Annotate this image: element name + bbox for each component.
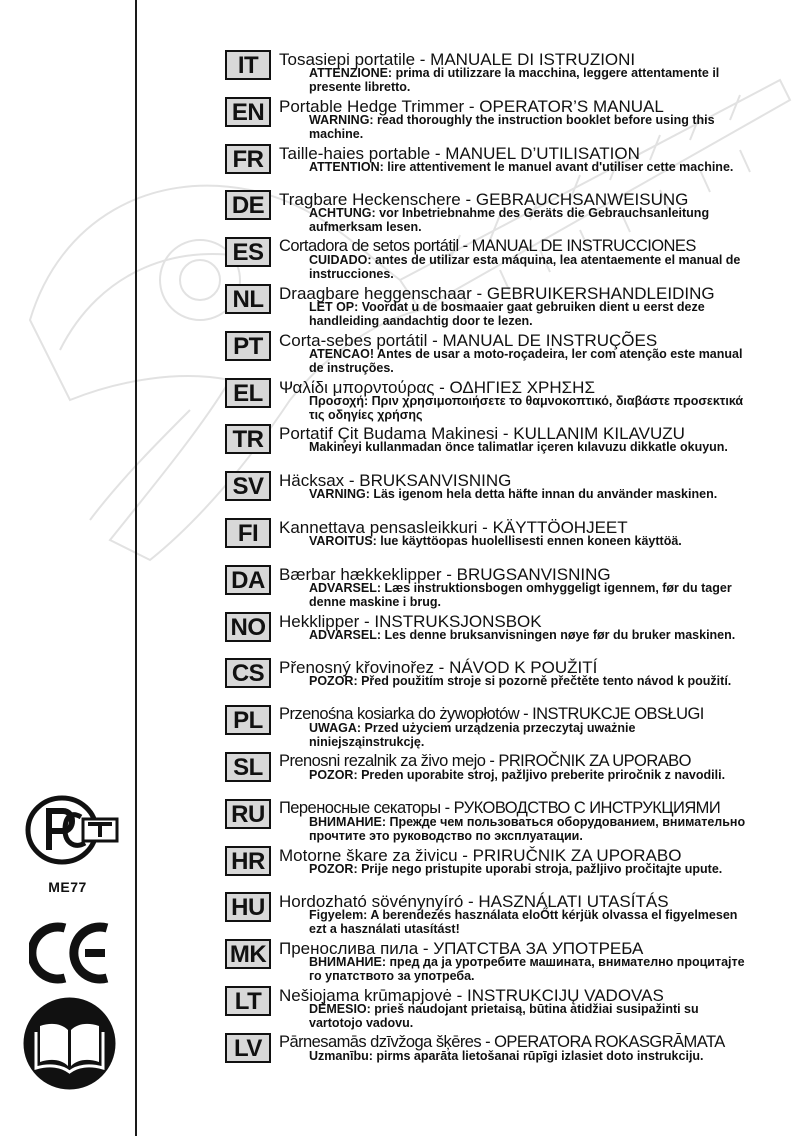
manual-title: Přenosný křovinořez - NÁVOD K POUŽITÍ (279, 658, 598, 678)
language-code-badge: MK (225, 939, 271, 969)
language-code-badge: CS (225, 658, 271, 688)
language-list (225, 49, 800, 1079)
manual-title: Kannettava pensasleikkuri - KÄYTTÖOHJEET (279, 517, 628, 537)
language-entry-fr (225, 143, 800, 190)
language-code-badge: PT (225, 331, 271, 361)
language-entry-en (225, 96, 800, 143)
language-entry-lv (225, 1032, 800, 1079)
language-entry-fi (225, 517, 800, 564)
manual-title: Tosasiepi portatile - MANUALE DI ISTRUZIONI (279, 50, 636, 69)
language-entry-pt (225, 330, 800, 377)
manual-title: Häcksax - BRUKSANVISNING (279, 471, 512, 491)
language-entry-lt (225, 985, 800, 1032)
page-spine-line (135, 0, 137, 1136)
language-code-badge: LV (225, 1033, 271, 1063)
language-code-badge: EL (225, 378, 271, 408)
language-entry-es (225, 236, 800, 283)
warning-text: ACHTUNG: vor Inbetriebnahme des Geräts die Gebrauchsanleitung aufmerksam lesen. (309, 206, 710, 235)
warning-text: ADVARSEL: Læs instruktionsbogen omhyggeligt igennem, før du tager denne maskine i brug. (309, 580, 732, 609)
warning-text: ВНИМАНИЕ: Прежде чем пользоваться оборудованием, внимательно прочтите это руководство по эксплуатации. (309, 814, 746, 843)
language-code-badge: FI (225, 518, 271, 548)
warning-text: POZOR: Před použitím stroje si pozorně přečtěte tento návod k použití. (309, 674, 732, 689)
warning-text: UWAGA: Przed użyciem urządzenia przeczytaj uważnie niniejsząinstrukcję. (309, 721, 636, 750)
language-code-badge: TR (225, 424, 271, 454)
warning-text: VAROITUS: lue käyttöopas huolellisesti ennen koneen käyttöä. (309, 533, 682, 548)
manual-title: Przenośna kosiarka do żywopłotów - INSTRUKCJE OBSŁUGI (279, 705, 704, 724)
warning-text: LET OP: Voordat u de bosmaaier gaat gebruiken dient u eerst deze handleiding aandachtig door te lezen. (309, 299, 705, 328)
language-entry-no (225, 611, 800, 658)
manual-title: Prenosni rezalnik za živo mejo - PRIROČNIK ZA UPORABO (279, 751, 691, 770)
language-entry-sv (225, 470, 800, 517)
language-code-badge: ES (225, 237, 271, 267)
warning-text: DĖMESIO: prieš naudojant prietaisą, būtina atidžiai susipažinti su vartotojo vadovu. (309, 1001, 699, 1030)
language-entry-el (225, 377, 800, 424)
warning-text: ВНИМАНИЕ: пред да ја уротребите машината, внимателно процитајте го упатството за употреба. (309, 955, 745, 984)
read-manual-icon (22, 996, 117, 1091)
language-entry-ru (225, 798, 800, 845)
manual-title: Tragbare Heckenschere - GEBRAUCHSANWEISUNG (279, 190, 689, 210)
language-code-badge: DE (225, 190, 271, 220)
language-code-badge: FR (225, 144, 271, 174)
warning-text: VARNING: Läs igenom hela detta häfte innan du använder maskinen. (309, 487, 718, 502)
manual-title: Portable Hedge Trimmer - OPERATOR’S MANUAL (279, 96, 664, 116)
language-entry-hr (225, 845, 800, 892)
warning-text: POZOR: Prije nego pristupite uporabi stroja, pažljivo pročitajte upute. (309, 861, 723, 876)
gost-certification-icon (25, 795, 120, 865)
manual-title: Motorne škare za živicu - PRIRUČNIK ZA UPORABO (279, 845, 682, 865)
language-entry-hu (225, 891, 800, 938)
warning-text: Προσοχή: Πριν χρησιμοποιήσετε το θαμνοκοπτικό, διαβάστε προσεκτικά τις οδηγίες χρήσης (309, 393, 744, 422)
language-code-badge: EN (225, 97, 271, 127)
manual-title: Переносные секаторы - РУКОВОДСТВО С ИНСТРУКЦИЯМИ (279, 798, 721, 817)
language-entry-da (225, 564, 800, 611)
warning-text: Makineyi kullanmadan önce talimatlar içeren kılavuzu dikkatle okuyun. (309, 440, 728, 455)
certification-column (0, 0, 135, 1136)
warning-text: POZOR: Preden uporabite stroj, pažljivo preberite priročnik z navodili. (309, 767, 726, 782)
language-entry-mk (225, 938, 800, 985)
manual-title: Nešiojama krūmapjovė - INSTRUKCIJŲ VADOVAS (279, 985, 664, 1005)
language-code-badge: DA (225, 565, 271, 595)
manual-title: Cortadora de setos portátil - MANUAL DE INSTRUCCIONES (279, 237, 696, 256)
warning-text: ATTENTION: lire attentivement le manuel avant d'utiliser cette machine. (309, 159, 734, 174)
manual-title: Taille-haies portable - MANUEL D’UTILISATION (279, 143, 640, 163)
language-code-badge: NL (225, 284, 271, 314)
manual-title: Bærbar hækkeklipper - BRUGSANVISNING (279, 564, 611, 584)
language-code-badge: SL (225, 752, 271, 782)
language-code-badge: IT (225, 50, 271, 80)
manual-title: Hordozható sövénynyíró - HASZNÁLATI UTASÍTÁS (279, 892, 669, 912)
language-code-badge: NO (225, 612, 271, 642)
model-code: ME77 (48, 879, 87, 895)
manual-title: Ψαλίδι μπορντούρας - ΟΔΗΓΙΕΣ ΧΡΗΣΗΣ (279, 377, 595, 397)
manual-title: Преносливa пила - УПАТСТВА ЗА УПОТРЕБА (279, 939, 644, 959)
warning-text: Uzmanību: pirms aparāta lietošanai rūpīgi izlasiet doto instrukciju. (309, 1048, 704, 1063)
language-code-badge: SV (225, 471, 271, 501)
language-entry-sl (225, 751, 800, 798)
language-entry-cs (225, 657, 800, 704)
language-entry-de (225, 189, 800, 236)
warning-text: ADVARSEL: Les denne bruksanvisningen nøye før du bruker maskinen. (309, 627, 736, 642)
manual-title: Hekklipper - INSTRUKSJONSBOK (279, 611, 542, 631)
manual-title: Draagbare heggenschaar - GEBRUIKERSHANDLEIDING (279, 283, 715, 303)
warning-text: ATENCAO! Antes de usar a moto-roçadeira, ler com atenção este manual de instruções. (309, 346, 743, 375)
language-entry-it (225, 49, 800, 96)
language-entry-tr (225, 423, 800, 470)
manual-title: Pārnesamās dzīvžoga šķēres - OPERATORA ROKASGRĀMATA (279, 1032, 725, 1051)
manual-title: Portatif Çit Budama Makinesi - KULLANIM KILAVUZU (279, 424, 685, 444)
warning-text: Figyelem: A berendezés használata eloŐtt kérjük olvassa el figyelmesen ezt a használati utasítást! (309, 908, 738, 937)
language-code-badge: RU (225, 799, 271, 829)
language-code-badge: PL (225, 705, 271, 735)
language-code-badge: HR (225, 846, 271, 876)
warning-text: WARNING: read thoroughly the instruction booklet before using this machine. (309, 112, 715, 141)
ce-mark-icon (29, 922, 111, 984)
language-entry-pl (225, 704, 800, 751)
language-code-badge: HU (225, 892, 271, 922)
warning-text: ATTENZIONE: prima di utilizzare la macchina, leggere attentamente il presente libretto. (309, 66, 720, 94)
warning-text: CUIDADO: antes de utilizar esta máquina, lea atentaemente el manual de instrucciones. (309, 253, 741, 282)
language-code-badge: LT (225, 986, 271, 1016)
manual-title: Corta-sebes portátil - MANUAL DE INSTRUÇÕES (279, 330, 658, 350)
language-entry-nl (225, 283, 800, 330)
